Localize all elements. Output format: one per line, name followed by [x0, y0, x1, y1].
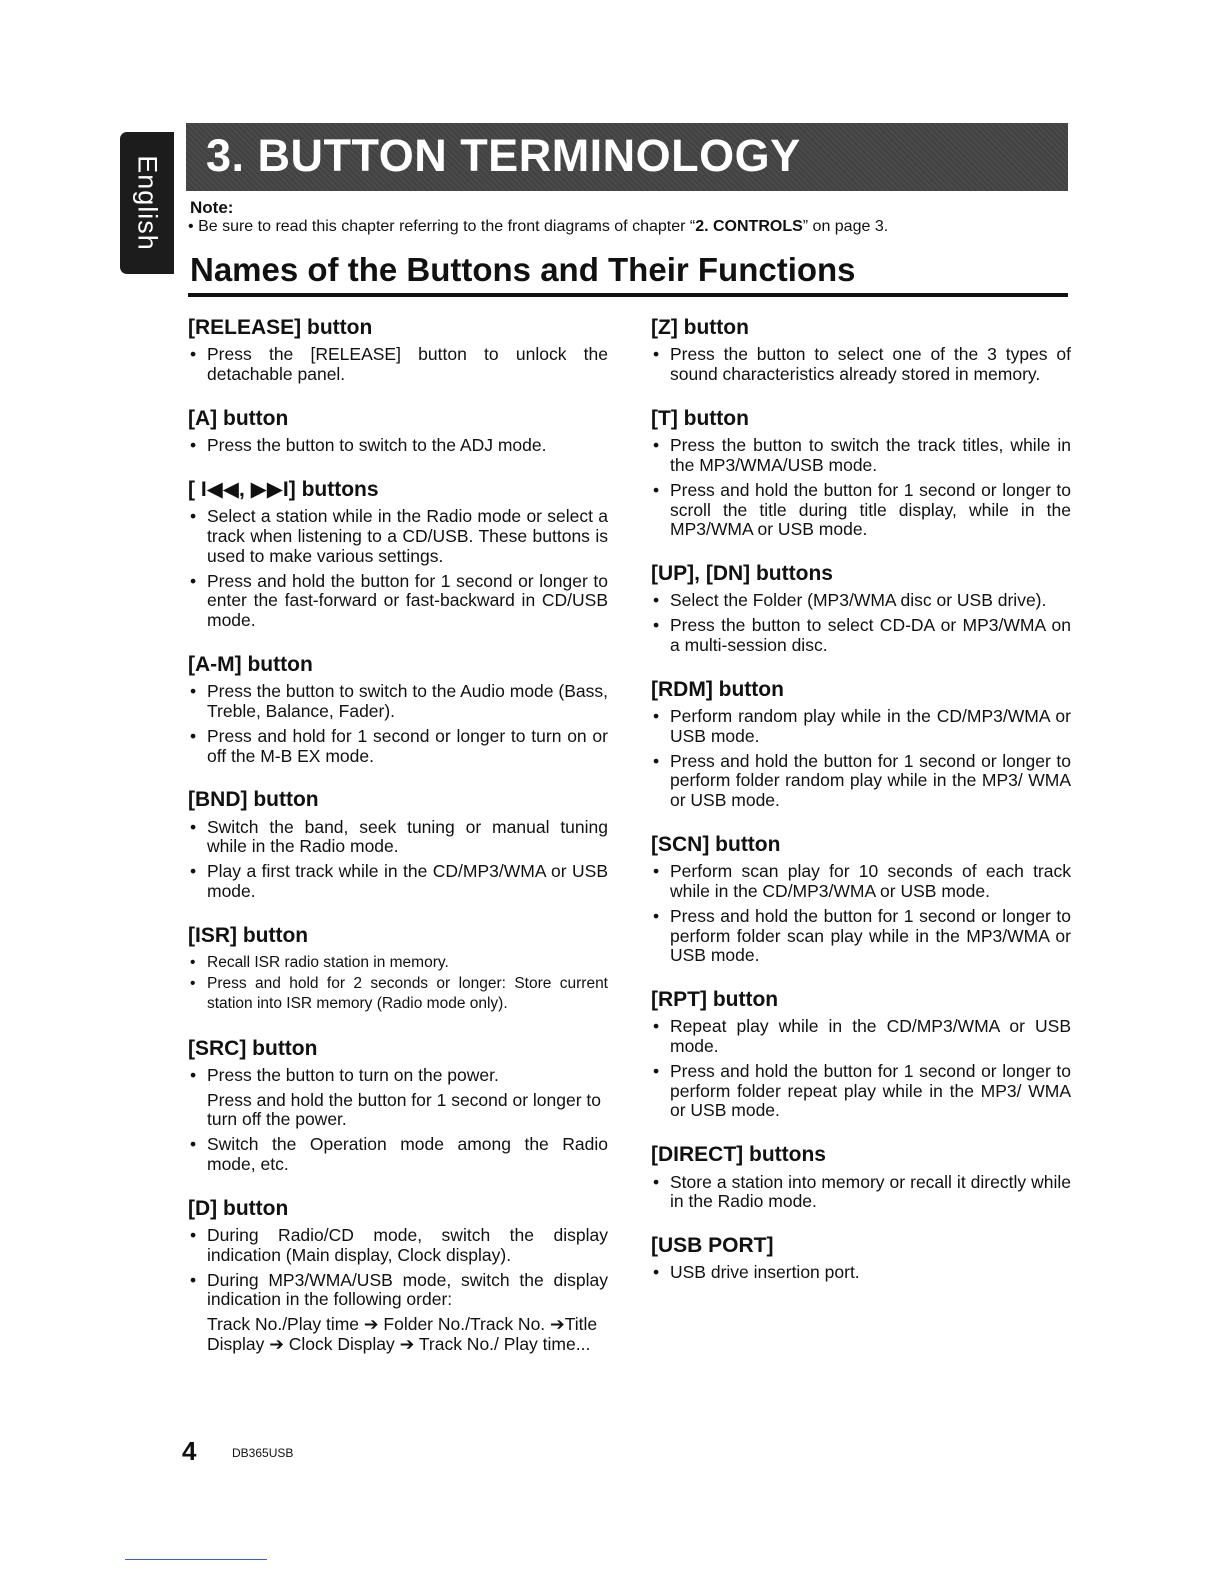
bullet-dot: • [653, 861, 660, 882]
button-entry [651, 676, 1071, 811]
button-entry-text: During Radio/CD mode, switch the display indication (Main display, Clock display). [207, 1225, 608, 1265]
button-entry-item [188, 682, 608, 722]
button-entry-text: Press and hold the button for 1 second or longer to perform folder random play while in the MP3/ WMA or USB mode. [670, 750, 1071, 811]
button-entry [188, 651, 608, 766]
button-entry-title: [RELEASE] button [188, 316, 373, 339]
button-entry-text: Press and hold the button for 1 second or longer to perform folder repeat play while in the MP3/ WMA or USB mode. [670, 1060, 1071, 1121]
button-entry-title: [SCN] button [651, 832, 781, 856]
button-entry-continuation: Press and hold the button for 1 second or longer to turn off the power. [207, 1089, 602, 1130]
button-entry-item [651, 1263, 1071, 1283]
button-entry-item [651, 436, 1071, 476]
button-entry-list [651, 1017, 1071, 1121]
bullet-dot: • [190, 1134, 197, 1155]
button-entry [188, 405, 608, 456]
note-text-after: ” on page 3. [802, 218, 889, 235]
button-entry-list [651, 862, 1071, 966]
bullet-dot: • [190, 725, 197, 746]
button-entry-text: Perform scan play for 10 seconds of each track while in the CD/MP3/WMA or USB mode. [670, 861, 1071, 901]
section-title: Names of the Buttons and Their Functions [190, 251, 856, 288]
language-tab-label: English [132, 155, 163, 251]
button-entry [651, 1232, 1071, 1283]
right-column [651, 314, 1071, 1303]
button-entry-item [188, 436, 608, 456]
button-entry-text: Select the Folder (MP3/WMA disc or USB drive). [670, 590, 1047, 611]
language-tab [120, 132, 174, 274]
bullet-dot: • [190, 1269, 197, 1290]
note-bullet: • [188, 218, 194, 235]
button-entry-title: [RDM] button [651, 677, 784, 701]
button-entry-item [651, 481, 1071, 540]
button-entry-item [188, 818, 608, 858]
button-entry [651, 405, 1071, 540]
button-entry [188, 314, 608, 385]
button-entry-text: Recall ISR radio station in memory. [207, 954, 449, 972]
button-entry-text: Repeat play while in the CD/MP3/WMA or USB mode. [670, 1016, 1071, 1057]
chapter-banner [186, 123, 1068, 191]
button-entry-item [651, 616, 1071, 656]
button-entry-item [188, 1066, 608, 1086]
button-entry-title: [SRC] button [188, 1036, 318, 1060]
bullet-dot: • [653, 1262, 660, 1283]
button-entry [651, 986, 1071, 1121]
button-entry [188, 922, 608, 1015]
button-entry-item [651, 752, 1071, 811]
bullet-dot: • [190, 570, 197, 591]
button-entry-text: During MP3/WMA/USB mode, switch the display indication in the following order: [207, 1269, 608, 1310]
button-entry-list [651, 436, 1071, 540]
button-entry-title: [RPT] button [651, 988, 779, 1012]
bullet-dot: • [190, 954, 196, 972]
button-entry-text: Press and hold for 2 seconds or longer: Store current station into ISR memory (Radio mode only). [207, 975, 608, 1013]
bullet-dot: • [653, 1016, 660, 1037]
button-entry [188, 786, 608, 901]
button-entry-text: Press the button to select CD-DA or MP3/WMA on a multi-session disc. [670, 615, 1071, 655]
button-entry-text: Select a station while in the Radio mode or select a track when listening to a CD/USB. These buttons is used to make various settings. [207, 506, 608, 566]
button-entry-text: USB drive insertion port. [670, 1262, 860, 1283]
button-entry-list [188, 345, 608, 385]
button-entry-text: Press the button to switch to the ADJ mode. [207, 435, 547, 456]
button-entry-list [188, 682, 608, 766]
button-entry-text: Press the button to switch to the Audio mode (Bass, Treble, Balance, Fader). [207, 681, 608, 722]
button-entry-text: Press and hold for 1 second or longer to turn on or off the M-B EX mode. [207, 725, 608, 766]
button-entry-list [651, 591, 1071, 655]
button-entry-item [651, 591, 1071, 611]
bullet-dot: • [190, 1225, 197, 1246]
bullet-dot: • [653, 344, 660, 365]
button-entry-item [188, 862, 608, 902]
button-entry-title: [ I◀◀, ▶▶I] buttons [188, 477, 379, 501]
button-entry-item [651, 1173, 1071, 1213]
button-entry-title: [UP], [DN] buttons [651, 562, 833, 586]
button-entry-item [651, 345, 1071, 385]
button-entry-item [188, 727, 608, 767]
button-entry-title: [A] button [188, 406, 289, 430]
button-entry-title: [ISR] button [188, 923, 309, 947]
button-entry-text: Press the [RELEASE] button to unlock the detachable panel. [207, 344, 608, 385]
button-entry-title: [T] button [651, 406, 749, 430]
button-entry-list [651, 1263, 1071, 1283]
bullet-dot: • [653, 706, 660, 727]
bottom-link-line [125, 1559, 267, 1560]
button-entry-list [651, 707, 1071, 811]
button-entry-item [188, 953, 608, 973]
chapter-title: 3. BUTTON TERMINOLOGY [206, 130, 801, 181]
bullet-dot: • [653, 615, 660, 636]
button-entry-item [188, 507, 608, 566]
button-entry-item [651, 907, 1071, 966]
button-entry-text: Press the button to switch the track titles, while in the MP3/WMA/USB mode. [670, 435, 1071, 475]
button-entry-item [188, 1226, 608, 1266]
button-entry-text: Switch the Operation mode among the Radio mode, etc. [207, 1134, 608, 1174]
note-label: Note: [190, 198, 234, 217]
bullet-dot: • [190, 681, 197, 702]
button-entry-title: [Z] button [651, 316, 749, 339]
button-entry [651, 1141, 1071, 1212]
button-entry-title: [D] button [188, 1196, 289, 1220]
button-entry [188, 1195, 608, 1355]
note-text [188, 218, 888, 236]
page-number: 4 [182, 1436, 197, 1466]
bullet-dot: • [653, 590, 660, 611]
button-entry-text: Play a first track while in the CD/MP3/WMA or USB mode. [207, 861, 608, 901]
button-entry-text: Press and hold the button for 1 second or longer to enter the fast-forward or fast-backward in CD/USB mode. [207, 570, 608, 631]
bullet-dot: • [653, 1060, 660, 1081]
button-entry-item [651, 1017, 1071, 1057]
bullet-dot: • [190, 861, 197, 882]
button-entry-text: Press the button to turn on the power. [207, 1064, 499, 1085]
button-entry-title: [A-M] button [188, 652, 313, 676]
button-entry [188, 1035, 608, 1175]
button-entry [651, 560, 1071, 656]
note-text-before: Be sure to read this chapter referring to the front diagrams of chapter “ [198, 218, 696, 235]
button-entry-list [188, 1066, 608, 1175]
button-entry-text: Store a station into memory or recall it directly while in the Radio mode. [670, 1171, 1071, 1212]
bullet-dot: • [653, 1171, 660, 1192]
button-entry-text: Press the button to select one of the 3 types of sound characteristics already stored in memory. [670, 344, 1071, 385]
button-entry-item [188, 1135, 608, 1175]
button-entry-list [651, 345, 1071, 385]
button-entry [651, 314, 1071, 385]
section-rule [188, 293, 1068, 297]
model-name: DB365USB [232, 1446, 294, 1460]
button-entry-text: Press and hold the button for 1 second or longer to perform folder scan play while in the MP3/WMA or USB mode. [670, 905, 1071, 966]
button-entry-item [188, 345, 608, 385]
button-entry-list [188, 1226, 608, 1355]
button-entry [651, 831, 1071, 966]
bullet-dot: • [653, 435, 660, 456]
bullet-dot: • [190, 975, 196, 993]
bullet-dot: • [190, 506, 197, 527]
left-column [188, 314, 608, 1375]
button-entry-text: Switch the band, seek tuning or manual tuning while in the Radio mode. [207, 816, 608, 857]
button-entry-list [651, 1173, 1071, 1213]
bullet-dot: • [190, 1064, 197, 1085]
button-entry-item [188, 1271, 608, 1311]
button-entry-item [651, 707, 1071, 747]
bullet-dot: • [190, 435, 197, 456]
bullet-dot: • [653, 479, 660, 500]
button-entry-list [188, 507, 608, 631]
button-entry-item [188, 974, 608, 1014]
button-entry-text: Press and hold the button for 1 second or longer to scroll the title during title display, while in the MP3/WMA or USB mode. [670, 479, 1071, 540]
button-entry-item [651, 1062, 1071, 1121]
button-entry-list [188, 436, 608, 456]
bullet-dot: • [190, 344, 197, 365]
bullet-dot: • [653, 750, 660, 771]
button-entry-title: [BND] button [188, 788, 319, 812]
bullet-dot: • [653, 905, 660, 926]
button-entry-item [651, 862, 1071, 902]
button-entry-continuation: Track No./Play time ➔ Folder No./Track No. ➔Title Display ➔ Clock Display ➔ Track No./ Play time... [207, 1314, 598, 1354]
button-entry-title: [DIRECT] buttons [651, 1143, 826, 1167]
note-chapter-ref: 2. CONTROLS [695, 218, 803, 235]
button-entry [188, 476, 608, 631]
button-entry-text: Perform random play while in the CD/MP3/WMA or USB mode. [670, 706, 1071, 746]
button-entry-item [188, 572, 608, 631]
button-entry-list [188, 953, 608, 1014]
bullet-dot: • [190, 816, 197, 837]
button-entry-title: [USB PORT] [651, 1234, 774, 1258]
button-entry-list [188, 818, 608, 902]
